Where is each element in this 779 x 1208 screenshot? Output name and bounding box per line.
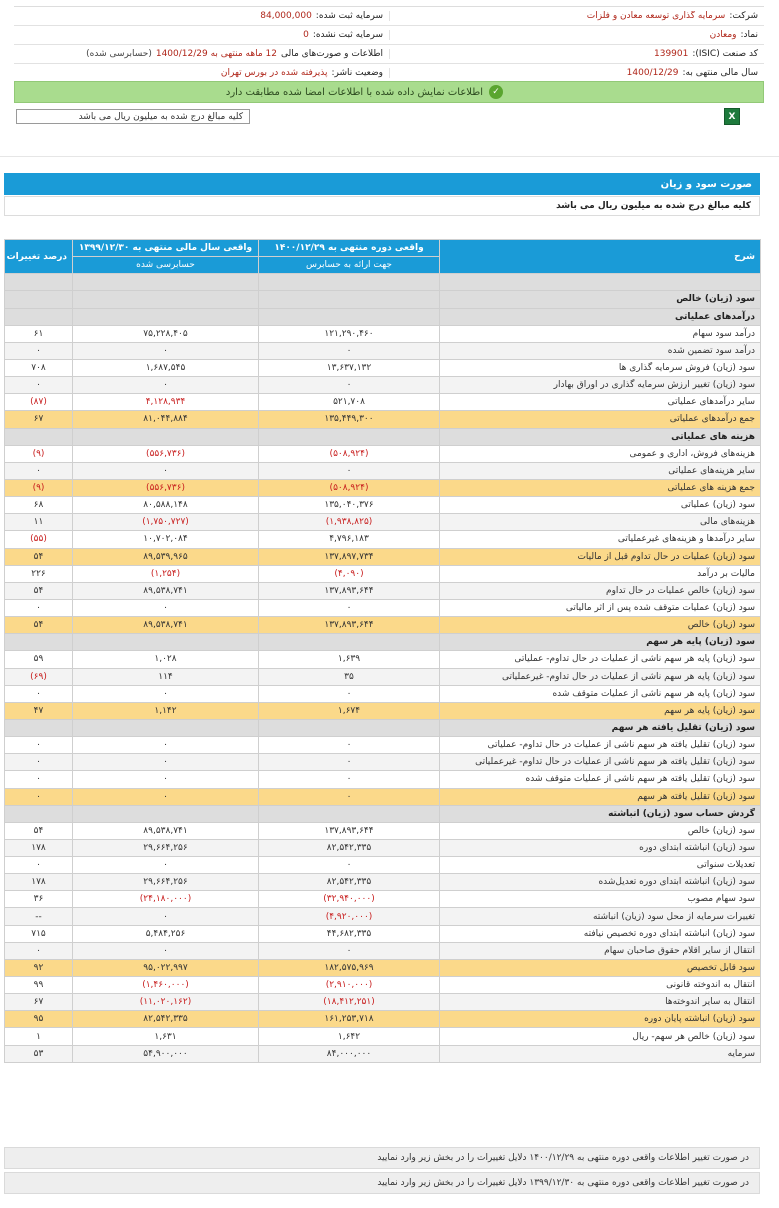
row-current-cell: ۱۲۱,۲۹۰,۴۶۰ xyxy=(259,325,440,342)
isic-cell xyxy=(389,49,764,59)
publisher-status-label: وضعیت ناشر: xyxy=(331,68,383,78)
table-row xyxy=(5,359,761,376)
row-previous-cell: ۲۹,۶۶۴,۲۵۶ xyxy=(73,874,259,891)
table-row xyxy=(5,788,761,805)
row-previous-cell: ۰ xyxy=(73,908,259,925)
row-current-cell: (۲,۹۱۰,۰۰۰) xyxy=(259,977,440,994)
table-section-row xyxy=(5,719,761,736)
row-previous-cell: (۵۵۶,۷۳۶) xyxy=(73,445,259,462)
fin-info-value: 12 ماهه منتهی به 1400/12/29 xyxy=(155,49,277,59)
row-previous-cell xyxy=(73,274,259,291)
row-change-cell: ۷۱۵ xyxy=(5,925,73,942)
row-desc-cell: تعدیلات سنواتی xyxy=(440,857,761,874)
row-previous-cell: ۷۵,۲۲۸,۴۰۵ xyxy=(73,325,259,342)
row-current-cell xyxy=(259,428,440,445)
row-previous-cell: ۱۰,۷۰۲,۰۸۴ xyxy=(73,531,259,548)
row-current-cell: ۱۳,۶۳۷,۱۳۲ xyxy=(259,359,440,376)
row-current-cell: (۴,۹۲۰,۰۰۰) xyxy=(259,908,440,925)
row-desc-cell: سود قابل تخصیص xyxy=(440,959,761,976)
row-previous-cell: ۰ xyxy=(73,462,259,479)
check-circle-icon: ✓ xyxy=(489,85,503,99)
row-current-cell: ۱۳۷,۸۹۳,۶۴۴ xyxy=(259,822,440,839)
row-current-cell: ۱۸۲,۵۷۵,۹۶۹ xyxy=(259,959,440,976)
row-previous-cell: ۰ xyxy=(73,377,259,394)
publisher-status-cell xyxy=(14,68,389,78)
col-previous-header: واقعی سال مالی منتهی به ۱۳۹۹/۱۲/۳۰ xyxy=(73,240,259,257)
row-current-cell: ۴,۷۹۶,۱۸۳ xyxy=(259,531,440,548)
row-change-cell: ۹۲ xyxy=(5,959,73,976)
row-change-cell: (۹) xyxy=(5,445,73,462)
row-current-cell xyxy=(259,308,440,325)
table-row xyxy=(5,514,761,531)
publisher-status-value: پذیرفته شده در بورس تهران xyxy=(220,68,328,78)
fiscal-year-value: 1400/12/29 xyxy=(626,68,679,78)
table-header-row xyxy=(5,240,761,257)
row-previous-cell: ۰ xyxy=(73,754,259,771)
row-current-cell: ۱,۶۷۴ xyxy=(259,702,440,719)
row-desc-cell: سود (زیان) خالص هر سهم- ریال xyxy=(440,1028,761,1045)
row-change-cell xyxy=(5,634,73,651)
row-current-cell: ۱۳۷,۸۹۳,۶۴۴ xyxy=(259,582,440,599)
row-previous-cell: ۱,۰۲۸ xyxy=(73,651,259,668)
row-desc-cell: درآمد سود تضمین شده xyxy=(440,342,761,359)
section-title: صورت سود و زیان xyxy=(4,173,760,195)
registered-capital-cell xyxy=(14,11,389,21)
row-current-cell xyxy=(259,805,440,822)
row-desc-cell: سود (زیان) پایه هر سهم xyxy=(440,702,761,719)
income-statement-table xyxy=(4,239,761,1063)
table-row xyxy=(5,857,761,874)
row-change-cell: ۱۷۸ xyxy=(5,839,73,856)
row-desc-cell: سود (زیان) تقلیل یافته هر سهم xyxy=(440,719,761,736)
row-change-cell: ۶۷ xyxy=(5,411,73,428)
row-change-cell: ۹۹ xyxy=(5,977,73,994)
row-change-cell: ۵۴ xyxy=(5,617,73,634)
row-previous-cell: ۴,۱۲۸,۹۳۴ xyxy=(73,394,259,411)
notice-text: اطلاعات نمایش داده شده با اطلاعات امضا شده مطابقت دارد xyxy=(225,86,483,98)
row-change-cell: (۸۷) xyxy=(5,394,73,411)
fiscal-year-cell xyxy=(389,68,764,78)
row-previous-cell: ۰ xyxy=(73,599,259,616)
table-row xyxy=(5,959,761,976)
row-desc-cell: سود (زیان) پایه هر سهم ناشی از عملیات متوقف شده xyxy=(440,685,761,702)
row-previous-cell xyxy=(73,291,259,308)
row-desc-cell: سود (زیان) تقلیل یافته هر سهم xyxy=(440,788,761,805)
row-previous-cell: ۱۱۴ xyxy=(73,668,259,685)
table-body xyxy=(5,274,761,1062)
table-row xyxy=(5,754,761,771)
table-row xyxy=(5,462,761,479)
row-change-cell: ۵۹ xyxy=(5,651,73,668)
row-desc-cell: درآمد سود سهام xyxy=(440,325,761,342)
row-previous-cell: (۱,۴۶۰,۰۰۰) xyxy=(73,977,259,994)
row-current-cell: ۰ xyxy=(259,754,440,771)
row-current-cell: ۰ xyxy=(259,685,440,702)
row-current-cell: ۱,۶۳۹ xyxy=(259,651,440,668)
row-previous-cell: (۱,۷۵۰,۷۲۷) xyxy=(73,514,259,531)
row-change-cell: ۰ xyxy=(5,788,73,805)
row-previous-cell: ۱,۶۸۷,۵۴۵ xyxy=(73,359,259,376)
table-row xyxy=(5,1011,761,1028)
table-row xyxy=(5,702,761,719)
row-previous-cell: (۱,۲۵۴) xyxy=(73,565,259,582)
row-previous-cell: ۸۰,۵۸۸,۱۴۸ xyxy=(73,497,259,514)
registered-capital-label: سرمایه ثبت شده: xyxy=(315,11,383,21)
row-previous-cell xyxy=(73,308,259,325)
row-current-cell xyxy=(259,719,440,736)
row-current-cell: (۳۲,۹۴۰,۰۰۰) xyxy=(259,891,440,908)
table-row xyxy=(5,737,761,754)
row-current-cell: ۰ xyxy=(259,342,440,359)
signature-match-notice xyxy=(14,81,764,103)
company-info-header xyxy=(14,6,764,83)
row-current-cell: ۱,۶۴۲ xyxy=(259,1028,440,1045)
company-label: شرکت: xyxy=(729,11,758,21)
company-cell xyxy=(389,11,764,21)
row-previous-cell: ۲۹,۶۶۴,۲۵۶ xyxy=(73,839,259,856)
row-change-cell: -- xyxy=(5,908,73,925)
row-change-cell: ۰ xyxy=(5,377,73,394)
row-current-cell: ۰ xyxy=(259,737,440,754)
col-change-header: درصد تغییرات xyxy=(5,240,73,274)
row-current-cell: ۱۳۷,۸۹۷,۷۳۴ xyxy=(259,548,440,565)
row-desc-cell: سود (زیان) خالص عملیات در حال تداوم xyxy=(440,582,761,599)
row-change-cell xyxy=(5,274,73,291)
fin-info-cell xyxy=(14,49,389,59)
table-row xyxy=(5,497,761,514)
row-previous-cell xyxy=(73,719,259,736)
footnote-previous: در صورت تغییر اطلاعات واقعی دوره منتهی به ۱۳۹۹/۱۲/۳۰ دلایل تغییرات را در بخش زیر وارد نمایید xyxy=(4,1172,760,1194)
row-change-cell: ۰ xyxy=(5,857,73,874)
table-row xyxy=(5,874,761,891)
row-desc-cell: جمع درآمدهای عملیاتی xyxy=(440,411,761,428)
row-desc-cell: درآمدهای عملیاتی xyxy=(440,308,761,325)
table-row xyxy=(5,651,761,668)
row-desc-cell: انتقال به سایر اندوخته‌ها xyxy=(440,994,761,1011)
row-desc-cell xyxy=(440,274,761,291)
table-row xyxy=(5,479,761,496)
row-desc-cell: سود (زیان) پایه هر سهم ناشی از عملیات در حال تداوم- غیرعملیاتی xyxy=(440,668,761,685)
table-row xyxy=(5,994,761,1011)
row-previous-cell: ۸۲,۵۴۲,۳۳۵ xyxy=(73,1011,259,1028)
row-desc-cell: سود (زیان) فروش سرمایه گذاری ها xyxy=(440,359,761,376)
row-previous-cell: ۱,۱۴۲ xyxy=(73,702,259,719)
table-row xyxy=(5,1028,761,1045)
row-current-cell: ۰ xyxy=(259,599,440,616)
row-previous-cell xyxy=(73,634,259,651)
row-change-cell: ۶۸ xyxy=(5,497,73,514)
row-change-cell xyxy=(5,291,73,308)
unregistered-capital-cell xyxy=(14,30,389,40)
row-current-cell: ۰ xyxy=(259,788,440,805)
row-current-cell xyxy=(259,274,440,291)
row-change-cell: ۰ xyxy=(5,685,73,702)
row-change-cell: ۵۴ xyxy=(5,548,73,565)
table-section-row xyxy=(5,291,761,308)
fin-info-label: اطلاعات و صورت‌های مالی xyxy=(281,49,383,59)
col-current-subheader: جهت ارائه به حسابرس xyxy=(259,257,440,274)
table-section-row xyxy=(5,805,761,822)
row-previous-cell: ۰ xyxy=(73,737,259,754)
excel-icon[interactable]: X xyxy=(724,108,740,125)
row-change-cell: ۰ xyxy=(5,599,73,616)
row-change-cell: ۳۶ xyxy=(5,891,73,908)
row-desc-cell: سود (زیان) انباشته ابتدای دوره تعدیل‌شده xyxy=(440,874,761,891)
row-desc-cell: هزینه های عملیاتی xyxy=(440,428,761,445)
row-desc-cell: تغییرات سرمایه از محل سود (زیان) انباشته xyxy=(440,908,761,925)
table-row xyxy=(5,342,761,359)
row-desc-cell: سود (زیان) تقلیل یافته هر سهم ناشی از عملیات متوقف شده xyxy=(440,771,761,788)
row-desc-cell: سود (زیان) انباشته ابتدای دوره تخصیص نیافته xyxy=(440,925,761,942)
row-previous-cell: ۰ xyxy=(73,942,259,959)
row-change-cell: (۵۵) xyxy=(5,531,73,548)
table-row xyxy=(5,377,761,394)
row-desc-cell: سود (زیان) تغییر ارزش سرمایه گذاری در اوراق بهادار xyxy=(440,377,761,394)
header-row xyxy=(14,26,764,45)
row-desc-cell: سایر درآمدهای عملیاتی xyxy=(440,394,761,411)
row-desc-cell: سایر هزینه‌های عملیاتی xyxy=(440,462,761,479)
row-change-cell: ۶۷ xyxy=(5,994,73,1011)
row-current-cell: (۵۰۸,۹۲۴) xyxy=(259,445,440,462)
row-desc-cell: سود سهام مصوب xyxy=(440,891,761,908)
row-previous-cell: (۲۴,۱۸۰,۰۰۰) xyxy=(73,891,259,908)
row-previous-cell xyxy=(73,805,259,822)
row-current-cell: ۸۲,۵۴۲,۳۳۵ xyxy=(259,874,440,891)
row-desc-cell: سود (زیان) خالص xyxy=(440,617,761,634)
col-previous-subheader: حسابرسی شده xyxy=(73,257,259,274)
company-value: سرمایه گذاری توسعه معادن و فلزات xyxy=(586,11,726,21)
row-previous-cell: ۰ xyxy=(73,857,259,874)
row-current-cell: ۰ xyxy=(259,857,440,874)
table-row xyxy=(5,617,761,634)
table-row xyxy=(5,977,761,994)
header-row xyxy=(14,45,764,64)
symbol-cell xyxy=(389,30,764,40)
table-row xyxy=(5,325,761,342)
row-change-cell: ۹۵ xyxy=(5,1011,73,1028)
table-row xyxy=(5,925,761,942)
row-change-cell: ۵۴ xyxy=(5,822,73,839)
row-current-cell: ۰ xyxy=(259,462,440,479)
row-desc-cell: سود (زیان) تقلیل یافته هر سهم ناشی از عملیات در حال تداوم- غیرعملیاتی xyxy=(440,754,761,771)
unregistered-capital-label: سرمایه ثبت نشده: xyxy=(312,30,383,40)
row-current-cell xyxy=(259,291,440,308)
row-current-cell: ۳۵ xyxy=(259,668,440,685)
row-change-cell: ۰ xyxy=(5,771,73,788)
row-previous-cell: (۵۵۶,۷۳۶) xyxy=(73,479,259,496)
table-row xyxy=(5,822,761,839)
row-change-cell: ۱ xyxy=(5,1028,73,1045)
row-change-cell: ۰ xyxy=(5,942,73,959)
symbol-label: نماد: xyxy=(740,30,758,40)
table-row xyxy=(5,599,761,616)
row-change-cell: ۷۰۸ xyxy=(5,359,73,376)
table-row xyxy=(5,411,761,428)
row-change-cell: ۰ xyxy=(5,737,73,754)
row-change-cell: ۴۷ xyxy=(5,702,73,719)
row-change-cell xyxy=(5,719,73,736)
row-current-cell: (۱,۹۳۸,۸۲۵) xyxy=(259,514,440,531)
row-desc-cell: سود (زیان) پایه هر سهم ناشی از عملیات در حال تداوم- عملیاتی xyxy=(440,651,761,668)
table-row xyxy=(5,445,761,462)
row-change-cell xyxy=(5,428,73,445)
row-change-cell: ۰ xyxy=(5,342,73,359)
row-change-cell xyxy=(5,805,73,822)
section-units-note: کلیه مبالغ درج شده به میلیون ریال می باشد xyxy=(4,196,760,216)
row-change-cell xyxy=(5,308,73,325)
isic-label: کد صنعت (ISIC): xyxy=(692,49,758,59)
row-change-cell: ۵۴ xyxy=(5,582,73,599)
row-previous-cell: ۰ xyxy=(73,342,259,359)
row-desc-cell: سود (زیان) پایه هر سهم xyxy=(440,634,761,651)
row-current-cell: ۰ xyxy=(259,377,440,394)
row-previous-cell: ۹۵,۰۲۲,۹۹۷ xyxy=(73,959,259,976)
row-previous-cell: ۸۹,۵۳۸,۷۴۱ xyxy=(73,582,259,599)
row-current-cell xyxy=(259,634,440,651)
row-desc-cell: سود (زیان) خالص xyxy=(440,291,761,308)
row-previous-cell: ۰ xyxy=(73,771,259,788)
row-current-cell: ۱۳۷,۸۹۳,۶۴۴ xyxy=(259,617,440,634)
row-desc-cell: هزینه‌های مالی xyxy=(440,514,761,531)
symbol-value: ومعادن xyxy=(709,30,737,40)
fiscal-year-label: سال مالی منتهی به: xyxy=(682,68,758,78)
row-desc-cell: سود (زیان) عملیاتی xyxy=(440,497,761,514)
row-desc-cell: جمع هزینه های عملیاتی xyxy=(440,479,761,496)
row-change-cell: ۱۷۸ xyxy=(5,874,73,891)
row-desc-cell: سود (زیان) انباشته پایان دوره xyxy=(440,1011,761,1028)
table-row xyxy=(5,582,761,599)
row-desc-cell: سود (زیان) عملیات متوقف شده پس از اثر مالیاتی xyxy=(440,599,761,616)
table-row xyxy=(5,548,761,565)
table-row xyxy=(5,1045,761,1062)
row-change-cell: ۶۱ xyxy=(5,325,73,342)
table-row xyxy=(5,668,761,685)
row-current-cell: (۴,۰۹۰) xyxy=(259,565,440,582)
registered-capital-value: 84,000,000 xyxy=(260,11,312,21)
row-current-cell: ۱۶۱,۲۵۳,۷۱۸ xyxy=(259,1011,440,1028)
row-desc-cell: سود (زیان) انباشته ابتدای دوره xyxy=(440,839,761,856)
table-section-row xyxy=(5,274,761,291)
row-previous-cell: ۸۱,۰۴۴,۸۸۴ xyxy=(73,411,259,428)
row-desc-cell: سود (زیان) خالص xyxy=(440,822,761,839)
fin-info-status: (حسابرسی شده) xyxy=(86,49,152,59)
row-change-cell: ۲۲۶ xyxy=(5,565,73,582)
row-change-cell: ۰ xyxy=(5,754,73,771)
row-desc-cell: انتقال به اندوخته قانونی xyxy=(440,977,761,994)
row-previous-cell: ۵۴,۹۰۰,۰۰۰ xyxy=(73,1045,259,1062)
row-previous-cell xyxy=(73,428,259,445)
row-change-cell: ۰ xyxy=(5,462,73,479)
row-previous-cell: ۱,۶۳۱ xyxy=(73,1028,259,1045)
unregistered-capital-value: 0 xyxy=(303,30,309,40)
row-previous-cell: (۱۱,۰۲۰,۱۶۲) xyxy=(73,994,259,1011)
table-section-row xyxy=(5,634,761,651)
table-row xyxy=(5,685,761,702)
isic-value: 139901 xyxy=(654,49,689,59)
table-row xyxy=(5,771,761,788)
row-previous-cell: ۸۹,۵۳۸,۷۴۱ xyxy=(73,617,259,634)
row-desc-cell: سایر درآمدها و هزینه‌های غیرعملیاتی xyxy=(440,531,761,548)
row-change-cell: ۱۱ xyxy=(5,514,73,531)
row-current-cell: (۱۸,۴۱۲,۲۵۱) xyxy=(259,994,440,1011)
row-previous-cell: ۰ xyxy=(73,788,259,805)
table-section-row xyxy=(5,308,761,325)
col-desc-header: شرح xyxy=(440,240,761,274)
footnote-current: در صورت تغییر اطلاعات واقعی دوره منتهی به ۱۴۰۰/۱۲/۲۹ دلایل تغییرات را در بخش زیر وارد نمایید xyxy=(4,1147,760,1169)
row-desc-cell: مالیات بر درآمد xyxy=(440,565,761,582)
row-previous-cell: ۸۹,۵۳۹,۹۶۵ xyxy=(73,548,259,565)
row-current-cell: ۰ xyxy=(259,771,440,788)
col-current-header: واقعی دوره منتهی به ۱۴۰۰/۱۲/۲۹ xyxy=(259,240,440,257)
row-desc-cell: گردش حساب سود (زیان) انباشته xyxy=(440,805,761,822)
table-row xyxy=(5,891,761,908)
table-row xyxy=(5,839,761,856)
row-current-cell: ۸۲,۵۴۲,۳۳۵ xyxy=(259,839,440,856)
row-current-cell: ۸۴,۰۰۰,۰۰۰ xyxy=(259,1045,440,1062)
row-previous-cell: ۵,۴۸۴,۲۵۶ xyxy=(73,925,259,942)
row-previous-cell: ۰ xyxy=(73,685,259,702)
table-section-row xyxy=(5,428,761,445)
row-desc-cell: سود (زیان) تقلیل یافته هر سهم ناشی از عملیات در حال تداوم- عملیاتی xyxy=(440,737,761,754)
table-row xyxy=(5,908,761,925)
units-note-box: کلیه مبالغ درج شده به میلیون ریال می باشد xyxy=(16,109,250,124)
row-current-cell: ۱۳۵,۴۴۹,۳۰۰ xyxy=(259,411,440,428)
row-change-cell: (۹) xyxy=(5,479,73,496)
row-current-cell: ۱۳۵,۰۴۰,۳۷۶ xyxy=(259,497,440,514)
row-change-cell: (۶۹) xyxy=(5,668,73,685)
row-desc-cell: هزینه‌های فروش، اداری و عمومی xyxy=(440,445,761,462)
table-row xyxy=(5,565,761,582)
row-previous-cell: ۸۹,۵۳۸,۷۴۱ xyxy=(73,822,259,839)
table-row xyxy=(5,942,761,959)
row-current-cell: (۵۰۸,۹۲۴) xyxy=(259,479,440,496)
header-row xyxy=(14,7,764,26)
row-desc-cell: سود (زیان) عملیات در حال تداوم قبل از مالیات xyxy=(440,548,761,565)
row-current-cell: ۴۴,۶۸۲,۳۳۵ xyxy=(259,925,440,942)
row-current-cell: ۵۲۱,۷۰۸ xyxy=(259,394,440,411)
table-row xyxy=(5,394,761,411)
table-row xyxy=(5,531,761,548)
row-change-cell: ۵۳ xyxy=(5,1045,73,1062)
divider xyxy=(0,156,779,157)
row-current-cell: ۰ xyxy=(259,942,440,959)
row-desc-cell: انتقال از سایر اقلام حقوق صاحبان سهام xyxy=(440,942,761,959)
row-desc-cell: سرمایه xyxy=(440,1045,761,1062)
